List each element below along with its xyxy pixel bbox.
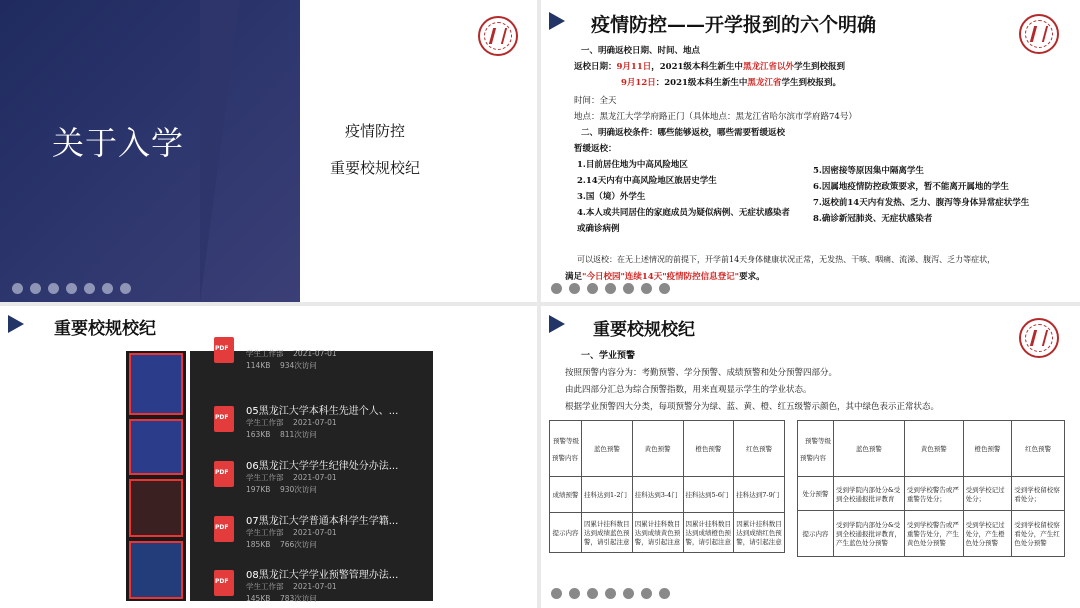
table-row: 成绩预警 挂科达到1-2门 挂科达到3-4门 挂科达到5-6门 挂科达到7-9门 <box>550 477 785 513</box>
prev-icon[interactable] <box>551 588 562 599</box>
file-stats: 163KB 811次访问 <box>246 430 317 439</box>
file-stats: 114KB 934次访问 <box>246 361 317 370</box>
can-return-line: 可以返校：在无上述情况的前提下，开学前14天身体健康状况正常，无发热、干咳、咽痛、流涕、腹泻、乏力等症状， <box>577 255 996 264</box>
slide-controls[interactable] <box>12 283 131 294</box>
next-icon[interactable] <box>569 283 580 294</box>
pause-item: 8.确诊新冠肺炎、无症状感染者 <box>813 214 933 224</box>
pause-item: 1.目前居住地为中高风险地区 <box>577 160 688 170</box>
heading-arrow-icon <box>549 12 565 30</box>
grade-warning-table <box>549 420 785 553</box>
file-name: 04黑龙江大学本科生国家奖学金... <box>246 337 399 348</box>
next-icon[interactable] <box>30 283 41 294</box>
pause-item: 7.返校前14天内有发热、乏力、腹泻等身体异常症状学生 <box>813 198 1030 208</box>
file-name: 05黑龙江大学本科生先进个人、... <box>246 406 399 417</box>
zoom-icon[interactable] <box>605 283 616 294</box>
pen-icon[interactable] <box>587 588 598 599</box>
slide-title: 疫情防控——开学报到的六个明确 <box>591 14 877 36</box>
pause-item: 4.本人或共同居住的家庭成员为疑似病例、无症状感染者 <box>577 208 790 218</box>
file-meta: 学生工作部 2021-07-01 <box>246 582 337 591</box>
slide-title: 重要校规校纪 <box>593 320 695 340</box>
pdf-icon: PDF <box>214 516 234 542</box>
pause-item: 3.国（境）外学生 <box>577 192 646 202</box>
file-item[interactable] <box>190 453 433 509</box>
file-name: 08黑龙江大学学业预警管理办法... <box>246 570 399 581</box>
university-logo <box>478 16 518 56</box>
prev-icon[interactable] <box>551 283 562 294</box>
heading-arrow-icon <box>8 315 24 333</box>
zoom-icon[interactable] <box>605 588 616 599</box>
title-background-shape <box>200 0 240 302</box>
app-screenshot-column <box>126 351 186 601</box>
slide-epidemic[interactable] <box>541 0 1080 302</box>
file-stats: 197KB 930次访问 <box>246 485 317 494</box>
date-line-2: 9月12日：2021级本科生新生中黑龙江省学生到校报到。 <box>621 78 841 88</box>
pause-item: 2.14天内有中高风险地区旅居史学生 <box>577 176 717 186</box>
pause-item: 5.因密接等原因集中隔离学生 <box>813 166 924 176</box>
camera-icon[interactable] <box>623 283 634 294</box>
pen-icon[interactable] <box>48 283 59 294</box>
more-icon[interactable] <box>659 588 670 599</box>
file-list[interactable] <box>190 337 433 603</box>
section-heading: 二、明确返校条件：哪些能够返校，哪些需要暂缓返校 <box>581 128 786 138</box>
slide-controls[interactable] <box>551 283 670 294</box>
subtitle-icon[interactable] <box>102 283 113 294</box>
slide-rules-files[interactable] <box>0 306 537 608</box>
heading-arrow-icon <box>549 315 565 333</box>
table-corner: 预警等级 预警内容 <box>550 421 582 477</box>
subtitle-icon[interactable] <box>641 283 652 294</box>
file-item[interactable] <box>190 329 433 385</box>
university-logo <box>1019 14 1059 54</box>
slide-title: 重要校规校纪 <box>54 319 156 339</box>
file-name: 06黑龙江大学学生纪律处分办法... <box>246 461 399 472</box>
file-meta: 学生工作部 2021-07-01 <box>246 528 337 537</box>
table-row: 处分预警 受到学院内部处分&受到全校通报批评教育 受到学校警告或严重警告处分； 受到学校记过处分； 受到学校留校察看处分； <box>798 477 1065 511</box>
more-icon[interactable] <box>659 283 670 294</box>
camera-icon[interactable] <box>84 283 95 294</box>
topic-rules: 重要校规校纪 <box>330 159 421 177</box>
file-item[interactable] <box>190 398 433 454</box>
level-header: 黄色预警 <box>904 421 963 477</box>
file-name: 07黑龙江大学普通本科学生学籍... <box>246 516 399 527</box>
table-row: 提示内容 受到学院内部处分&受到全校通报批评教育，产生蓝色处分预警 受到学校警告或严重警告处分，产生黄色处分预警 受到学校记过处分，产生橙色处分预警 受到学校留校察看处分，产生红色处分预警 <box>798 511 1065 557</box>
time-line: 时间：全天 <box>574 96 617 106</box>
slide-intro[interactable] <box>0 0 537 302</box>
warning-paragraph: 按照预警内容分为：考勤预警、学分预警、成绩预警和处分预警四部分。 <box>565 368 838 378</box>
level-header: 红色预警 <box>1012 421 1065 477</box>
level-header: 橙色预警 <box>963 421 1012 477</box>
date-line-1: 返校日期：9月11日，2021级本科生新生中黑龙江省以外学生到校报到 <box>574 62 845 72</box>
app-thumbnail <box>129 419 183 475</box>
file-stats: 145KB 783次访问 <box>246 594 317 603</box>
app-thumbnail <box>129 479 183 537</box>
pdf-icon: PDF <box>214 406 234 432</box>
section-heading: 一、明确返校日期、时间、地点 <box>581 46 701 56</box>
app-thumbnail <box>129 541 183 599</box>
warning-paragraph: 由此四部分汇总为综合预警指数，用来直观显示学生的学业状态。 <box>565 385 812 395</box>
discipline-warning-table <box>797 420 1065 557</box>
pen-icon[interactable] <box>587 283 598 294</box>
slide-controls[interactable] <box>551 588 670 599</box>
pause-item: 或确诊病例 <box>577 224 620 234</box>
pdf-icon: PDF <box>214 570 234 596</box>
slide-academic-warning[interactable] <box>541 306 1080 608</box>
file-meta: 学生工作部 2021-07-01 <box>246 473 337 482</box>
pause-label: 暂缓返校： <box>574 144 617 154</box>
level-header: 黄色预警 <box>632 421 683 477</box>
level-header: 蓝色预警 <box>582 421 633 477</box>
file-stats: 185KB 766次访问 <box>246 540 317 549</box>
university-logo <box>1019 318 1059 358</box>
subtitle-icon[interactable] <box>641 588 652 599</box>
table-corner: 预警等级 预警内容 <box>798 421 834 477</box>
more-icon[interactable] <box>120 283 131 294</box>
file-meta: 学生工作部 2021-07-01 <box>246 418 337 427</box>
level-header: 蓝色预警 <box>834 421 905 477</box>
table-row: 提示内容 因累计挂科数目达到成绩蓝色预警，请引起注意 因累计挂科数目达到成绩黄色预警，请引起注意 因累计挂科数目达到成绩橙色预警，请引起注意 因累计挂科数目达到成绩红色预警，请引起注意 <box>550 513 785 553</box>
pause-item: 6.因属地疫情防控政策要求，暂不能离开属地的学生 <box>813 182 1009 192</box>
app-thumbnail <box>129 353 183 415</box>
section-heading: 一、学业预警 <box>581 351 636 361</box>
camera-icon[interactable] <box>623 588 634 599</box>
file-item[interactable] <box>190 562 433 608</box>
zoom-icon[interactable] <box>66 283 77 294</box>
pdf-icon: PDF <box>214 337 234 363</box>
prev-icon[interactable] <box>12 283 23 294</box>
slide-title: 关于入学 <box>52 124 185 162</box>
pdf-icon: PDF <box>214 461 234 487</box>
place-line: 地点：黑龙江大学学府路正门（具体地点：黑龙江省哈尔滨市学府路74号） <box>574 112 857 122</box>
file-meta: 学生工作部 2021-07-01 <box>246 349 337 358</box>
next-icon[interactable] <box>569 588 580 599</box>
warning-paragraph: 根据学业预警四大分类，每项预警分为绿、蓝、黄、橙、红五级警示颜色，其中绿色表示正常状态。 <box>565 402 940 412</box>
level-header: 红色预警 <box>734 421 785 477</box>
level-header: 橙色预警 <box>683 421 734 477</box>
file-item[interactable] <box>190 508 433 564</box>
satisfy-line: 满足"今日校园"连续14天"疫情防控信息登记"要求。 <box>565 272 765 282</box>
topic-epidemic: 疫情防控 <box>345 122 406 140</box>
